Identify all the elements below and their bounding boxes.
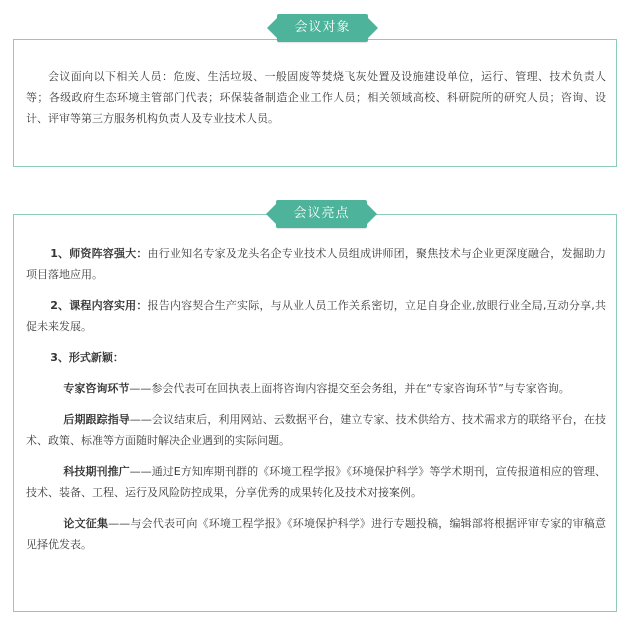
highlight-subitem <box>26 378 606 399</box>
audience-tag: 会议对象 <box>277 14 368 42</box>
subitem-text: ——与会代表可向《环境工程学报》《环境保护科学》进行专题投稿，编辑部将根据评审专家的审稿意见择优发表。 <box>26 517 607 551</box>
highlight-text: 由行业知名专家及龙头名企专业技术人员组成讲师团，聚焦技术与企业更深度融合，发掘助力项目落地应用。 <box>26 247 607 281</box>
highlights-tag: 会议亮点 <box>276 200 367 228</box>
highlights-card <box>13 214 617 612</box>
subitem-title: 专家咨询环节 <box>63 382 130 395</box>
audience-card <box>13 39 617 167</box>
highlight-item <box>26 243 606 285</box>
highlight-item <box>26 347 606 368</box>
highlight-item <box>26 295 606 337</box>
highlight-title: 2、课程内容实用： <box>50 299 148 312</box>
subitem-title: 论文征集 <box>63 517 109 530</box>
highlight-text: 报告内容契合生产实际，与从业人员工作关系密切，立足自身企业,放眼行业全局,互动分享,共促未来发展。 <box>26 299 606 333</box>
audience-text: 会议面向以下相关人员：危废、生活垃圾、一般固废等焚烧飞灰处置及设施建设单位，运行、管理、技术负责人等；各级政府生态环境主管部门代表；环保装备制造企业工作人员；相关领域高校、科研院所的研究人员；咨询、设计、评审等第三方服务机构负责人及专业技术人员。 <box>26 70 606 125</box>
subitem-title: 后期跟踪指导 <box>63 413 130 426</box>
highlight-subitem <box>26 513 606 555</box>
highlight-title: 1、师资阵容强大： <box>50 247 148 260</box>
subitem-title: 科技期刊推广 <box>63 465 130 478</box>
highlight-subitem <box>26 409 606 451</box>
subitem-text: ——通过E方知库期刊群的《环境工程学报》《环境保护科学》等学术期刊，宣传报道相应的管理、技术、装备、工程、运行及风险防控成果，分享优秀的成果转化及技术对接案例。 <box>26 465 607 499</box>
subitem-text: ——参会代表可在回执表上面将咨询内容提交至会务组，并在“专家咨询环节”与专家咨询。 <box>129 382 570 395</box>
highlight-subitem <box>26 461 606 503</box>
subitem-text: ——会议结束后，利用网站、云数据平台，建立专家、技术供给方、技术需求方的联络平台，在技术、政策、标准等方面随时解决企业遇到的实际问题。 <box>26 413 607 447</box>
highlight-title: 3、形式新颖： <box>50 351 124 364</box>
highlights-body <box>26 243 606 565</box>
